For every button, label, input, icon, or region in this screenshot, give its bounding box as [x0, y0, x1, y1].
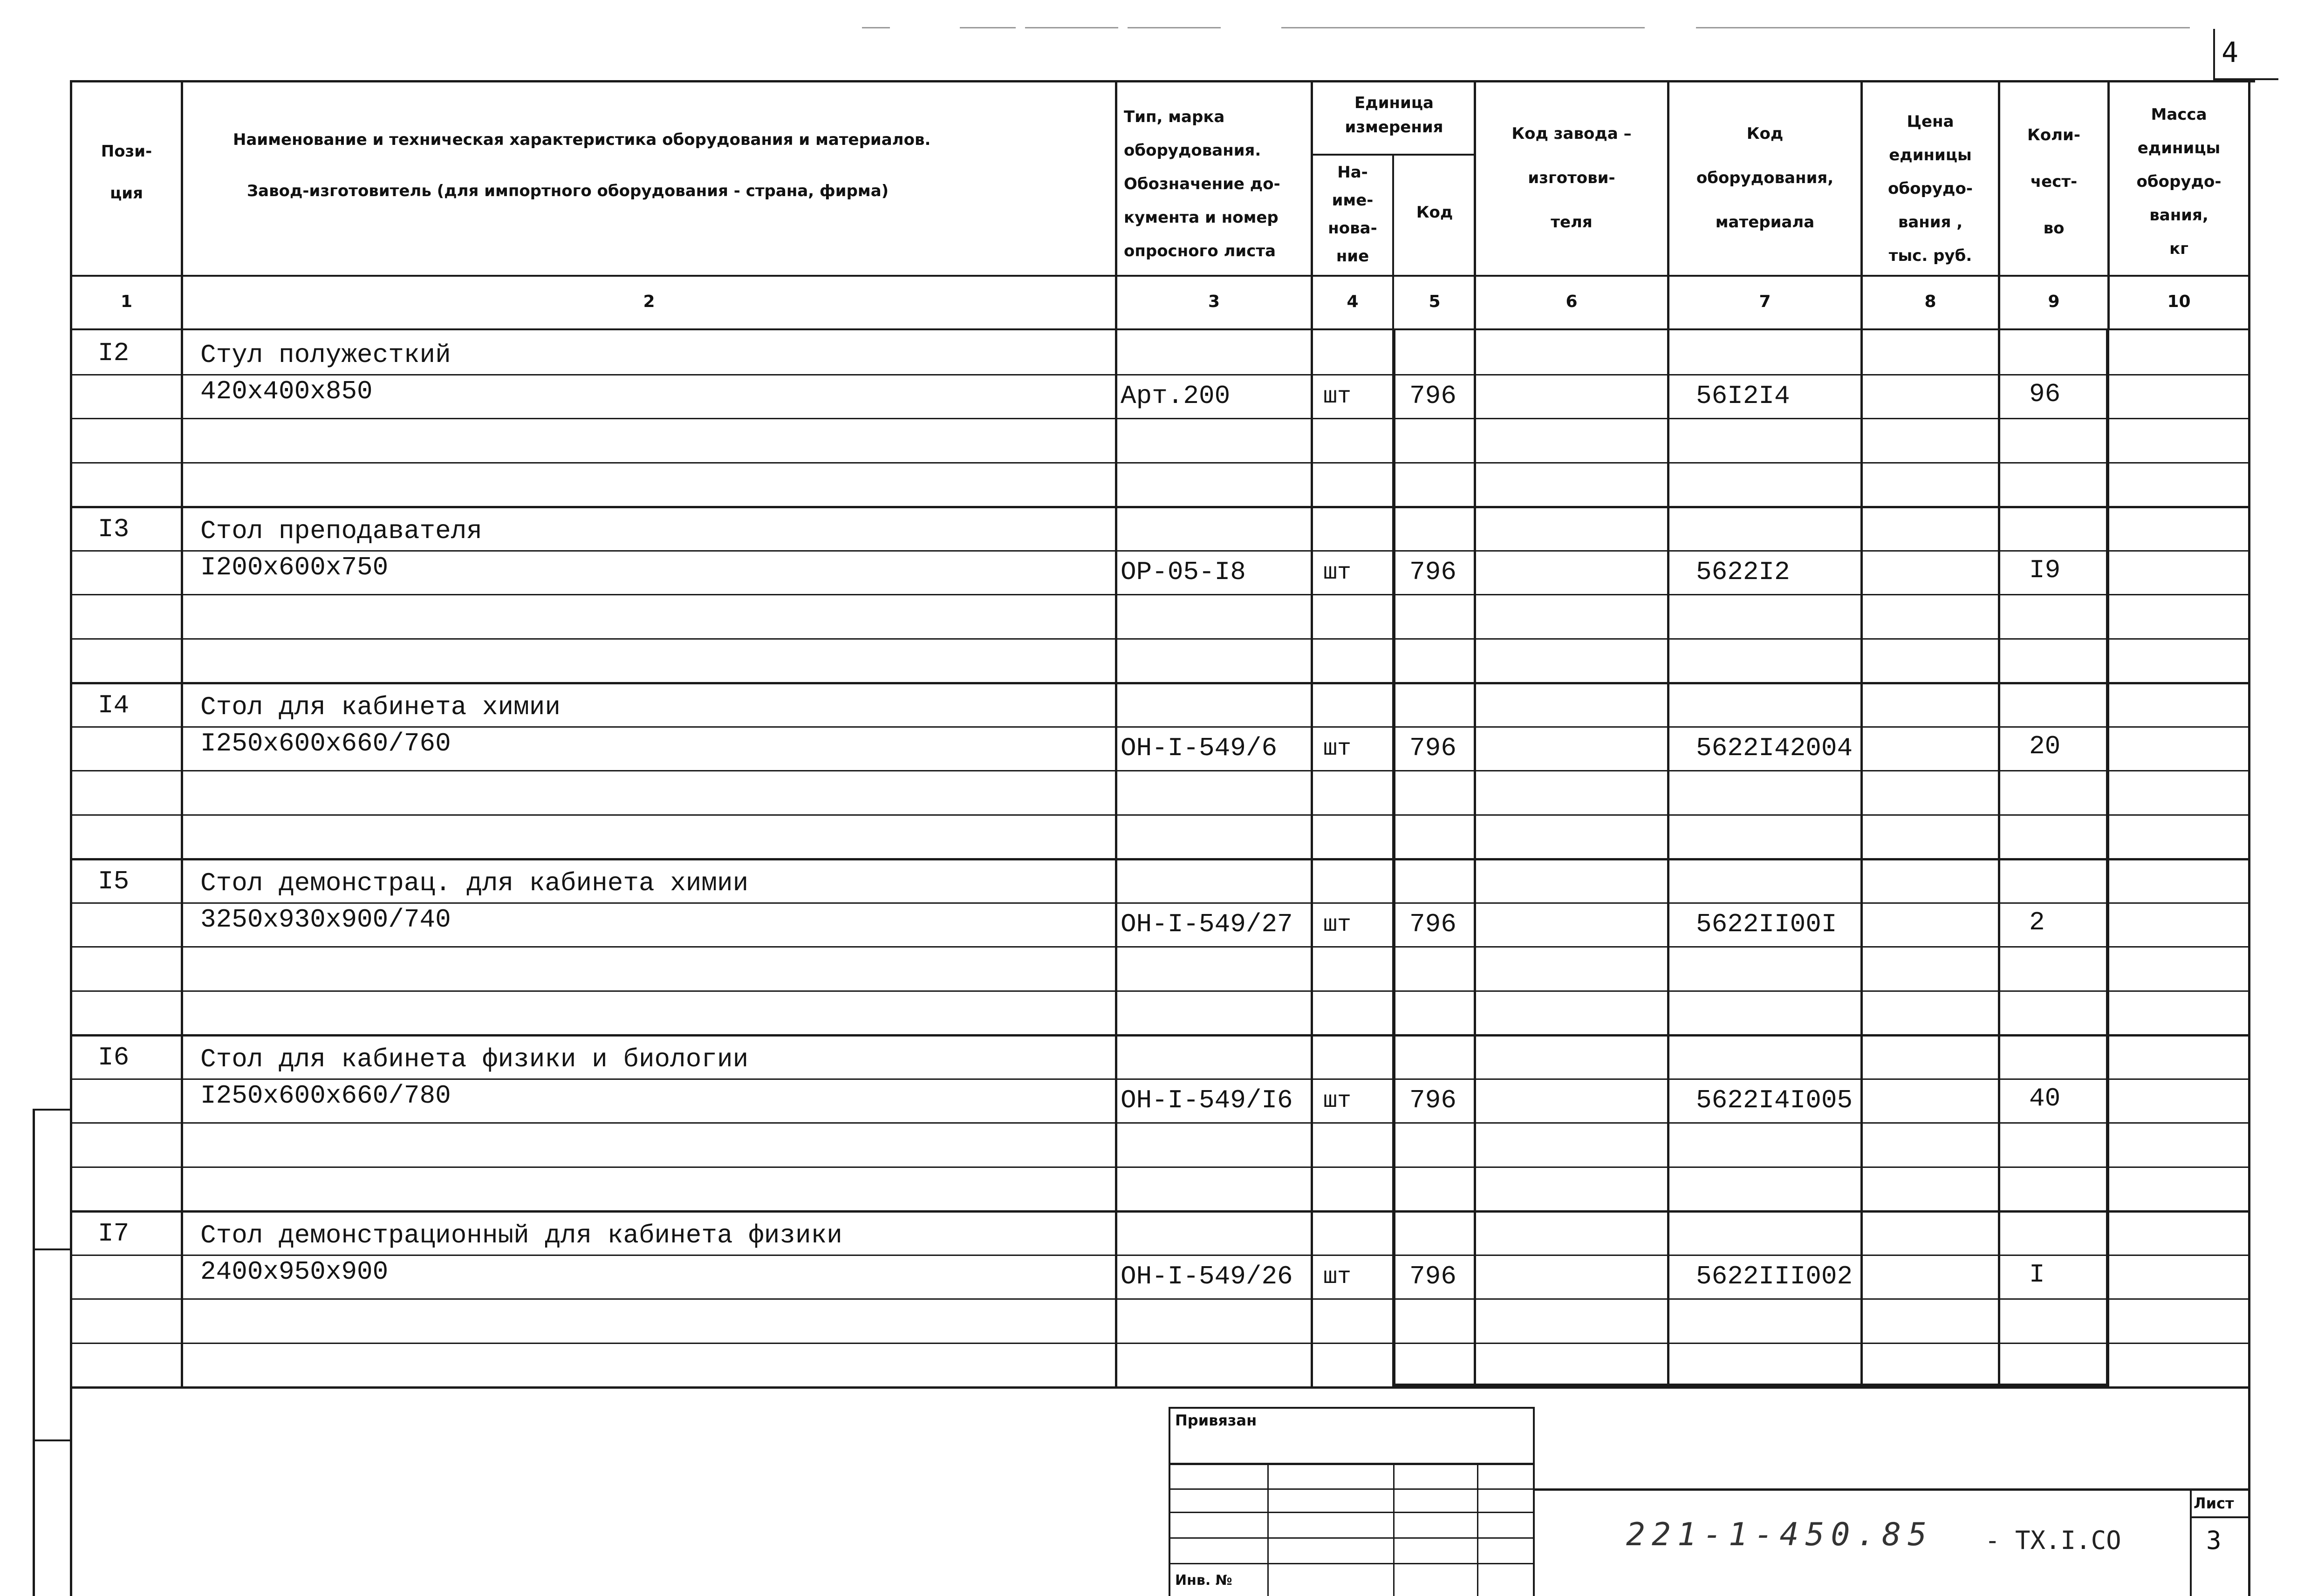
header-bottom-line	[70, 275, 2250, 277]
row-line	[70, 506, 2250, 508]
item-unit: шт	[1323, 736, 1352, 762]
item-equipment-code: 56I2I4	[1696, 381, 1790, 411]
item-quantity: I9	[2029, 555, 2061, 585]
top-mark	[960, 27, 1016, 28]
row-line	[70, 374, 2250, 375]
sheet-number: 3	[2206, 1526, 2222, 1555]
document-code: 221-1-450.85	[1626, 1516, 1934, 1553]
item-size: I200х600х750	[200, 552, 389, 582]
row-line	[70, 1298, 2250, 1300]
item-equipment-code: 5622I42004	[1696, 733, 1853, 763]
colnum-8: 8	[1924, 292, 1936, 311]
item-size: I250х600х660/780	[200, 1081, 451, 1111]
item-quantity: 2	[2029, 907, 2045, 937]
col-divider	[181, 80, 183, 1387]
row-line	[70, 1034, 2250, 1037]
item-position: I7	[98, 1219, 130, 1248]
row-line	[70, 946, 2250, 948]
item-name: Стул полужесткий	[200, 340, 451, 370]
item-unit-code: 796	[1409, 909, 1456, 939]
binding-strip	[70, 1388, 72, 1596]
item-equipment-code: 5622III002	[1696, 1262, 1853, 1291]
row-line	[70, 990, 2250, 992]
binding-strip	[33, 1248, 72, 1250]
item-unit: шт	[1323, 383, 1352, 410]
item-unit: шт	[1323, 1088, 1352, 1114]
item-equipment-code: 5622I2	[1696, 557, 1790, 587]
item-type: ОР-05-I8	[1121, 557, 1246, 587]
stamp-line	[1169, 1563, 1534, 1564]
row-line	[70, 1343, 2250, 1344]
row-line	[70, 770, 2250, 771]
top-mark	[1128, 27, 1221, 28]
stamp-line	[2248, 1386, 2250, 1596]
colnum-5: 5	[1429, 292, 1441, 311]
row-line	[70, 902, 2250, 904]
unit-group-line	[1311, 154, 1476, 156]
col-divider	[1311, 80, 1313, 1387]
stamp-line	[1169, 1512, 1534, 1513]
row-line	[70, 1122, 2250, 1124]
stamp-line	[1477, 1463, 1478, 1596]
row-line	[70, 1166, 2250, 1168]
item-position: I5	[98, 866, 130, 896]
stamp-line	[1393, 1463, 1395, 1596]
item-equipment-code: 5622II00I	[1696, 909, 1837, 939]
item-name: Стол для кабинета физики и биологии	[200, 1044, 749, 1074]
bound-label: Привязан	[1175, 1412, 1257, 1429]
stamp-line	[1169, 1537, 1534, 1539]
col-divider	[1998, 80, 2000, 1387]
row-line	[70, 594, 2250, 595]
row-line	[70, 1386, 2250, 1389]
row-line	[70, 1210, 2250, 1213]
header-unit-code: Код	[1416, 203, 1453, 222]
stamp-line	[1169, 1407, 1534, 1409]
header-unit-group: Единица измерения	[1345, 94, 1443, 136]
item-name: Стол демонстрац. для кабинета химии	[200, 868, 749, 898]
colnum-2: 2	[643, 292, 655, 311]
col-divider	[1115, 80, 1117, 1387]
colnum-3: 3	[1208, 292, 1220, 311]
item-position: I4	[98, 690, 130, 720]
stamp-line	[1267, 1463, 1269, 1596]
header-name: Наименование и техническая характеристика оборудования и материалов.	[233, 130, 931, 149]
col-divider	[1392, 154, 1394, 330]
item-position: I3	[98, 514, 130, 544]
item-type: Арт.200	[1121, 381, 1231, 411]
top-mark	[1281, 27, 1645, 28]
row-line	[70, 1255, 2250, 1256]
item-size: 3250х930х900/740	[200, 905, 451, 934]
colnum-7: 7	[1759, 292, 1771, 311]
header-factory-code: Код завода – изготови- теля	[1511, 124, 1632, 232]
sheet-label: Лист	[2194, 1494, 2234, 1512]
item-unit-code: 796	[1409, 557, 1456, 587]
top-mark	[1025, 27, 1118, 28]
row-line	[70, 682, 2250, 684]
item-quantity: 20	[2029, 731, 2061, 761]
stamp-line	[1169, 1488, 1534, 1490]
item-name: Стол для кабинета химии	[200, 692, 561, 722]
stamp-line	[1533, 1407, 1535, 1596]
item-quantity: 96	[2029, 379, 2061, 409]
item-unit-code: 796	[1409, 1085, 1456, 1115]
header-mass: Масса единицы оборудо- вания, кг	[2136, 105, 2222, 258]
item-unit: шт	[1323, 912, 1352, 938]
row-line	[70, 1078, 2250, 1080]
item-size: 2400х950х900	[200, 1257, 389, 1287]
stamp-line	[1169, 1407, 1170, 1596]
page-number-top: 4	[2222, 36, 2239, 69]
item-size: 420х400х850	[200, 376, 373, 406]
colnum-row-line	[70, 328, 2250, 330]
header-price: Цена единицы оборудо- вания , тыс. руб.	[1888, 112, 1973, 265]
header-unit-name: На- име- нова- ние	[1328, 163, 1377, 266]
row-line	[70, 858, 2250, 860]
stamp-line	[2190, 1516, 2248, 1518]
item-unit-code: 796	[1409, 733, 1456, 763]
colnum-10: 10	[2167, 292, 2191, 311]
colnum-4: 4	[1347, 292, 1359, 311]
header-position: Пози- ция	[101, 142, 152, 203]
item-type: ОН-I-549/6	[1121, 733, 1278, 763]
item-name: Стол преподавателя	[200, 516, 482, 546]
item-unit-code: 796	[1409, 381, 1456, 411]
header-quantity: Коли- чест- во	[2027, 126, 2080, 238]
item-position: I6	[98, 1043, 130, 1072]
document-suffix: - ТХ.I.СО	[1985, 1526, 2121, 1555]
row-line	[70, 638, 2250, 640]
row-line	[70, 550, 2250, 552]
colnum-6: 6	[1566, 292, 1578, 311]
colnum-9: 9	[2048, 292, 2060, 311]
stamp-line	[1169, 1463, 1534, 1465]
header-equipment-code: Код оборудования, материала	[1696, 124, 1834, 232]
col-divider	[1474, 80, 1476, 1387]
col-divider	[1860, 80, 1863, 1387]
stamp-line	[1533, 1488, 2248, 1491]
binding-strip	[33, 1109, 35, 1596]
item-type: ОН-I-549/I6	[1121, 1085, 1293, 1115]
binding-strip	[33, 1109, 72, 1111]
row-line	[70, 726, 2250, 728]
binding-strip	[33, 1439, 72, 1441]
top-mark	[1696, 27, 2190, 28]
item-type: ОН-I-549/26	[1121, 1262, 1293, 1291]
item-type: ОН-I-549/27	[1121, 909, 1293, 939]
stamp-line	[2190, 1488, 2192, 1596]
item-unit: шт	[1323, 1264, 1352, 1290]
table-top-border	[70, 80, 2255, 82]
col-divider	[1667, 80, 1669, 1387]
header-type: Тип, марка оборудования. Обозначение до- кумента и номер опросного листа	[1124, 108, 1280, 260]
colnum-1: 1	[120, 292, 133, 311]
row-line	[70, 462, 2250, 464]
page-box-line	[2213, 29, 2215, 80]
item-size: I250х600х660/760	[200, 729, 451, 758]
header-manufacturer: Завод-изготовитель (для импортного оборудования - страна, фирма)	[247, 182, 889, 200]
item-unit-code: 796	[1409, 1262, 1456, 1291]
row-line	[70, 418, 2250, 419]
item-equipment-code: 5622I4I005	[1696, 1085, 1853, 1115]
top-mark	[862, 27, 890, 28]
item-unit: шт	[1323, 559, 1352, 586]
item-quantity: I	[2029, 1260, 2045, 1289]
inventory-label: Инв. №	[1175, 1572, 1232, 1589]
item-position: I2	[98, 338, 130, 368]
row-line	[70, 814, 2250, 816]
item-name: Стол демонстрационный для кабинета физики	[200, 1221, 842, 1250]
item-quantity: 40	[2029, 1084, 2061, 1113]
